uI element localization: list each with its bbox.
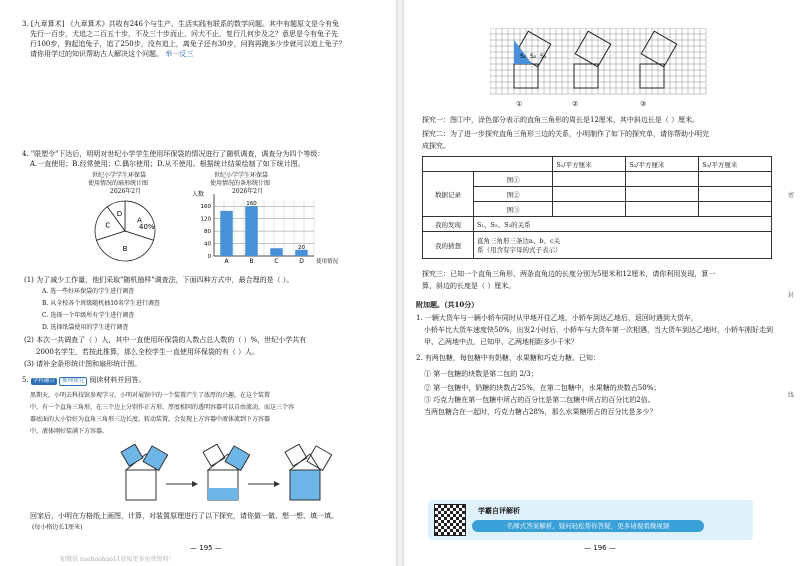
- finding-text[interactable]: S₁、S₂、S₃的关系: [474, 217, 772, 232]
- device-stage-3: [285, 444, 332, 500]
- self-check-banner[interactable]: [428, 500, 753, 540]
- side-mark-2: 封: [787, 292, 794, 299]
- p2-line-2: ① 第一包糖的块数是第二包的 2/3；: [424, 370, 538, 378]
- pie-title-3: 2026年2月: [110, 188, 142, 195]
- p1-line-3: 甲、乙两地中点，已知甲、乙两地相距多少千米？: [424, 338, 578, 346]
- group-label: 数据记录: [423, 172, 474, 217]
- p2-line-4: ③ 巧克力糖在第一包糖中所占的百分比是第二包糖中所占的百分比的2倍。: [424, 396, 655, 404]
- answer-cell[interactable]: [626, 202, 699, 217]
- page-number-right: — 196 —: [584, 544, 616, 552]
- q4-opt-a: A. 选一些好环保袋的学生进行调查: [42, 288, 135, 295]
- grid-square-group-2: [574, 31, 611, 88]
- bar-ytick: 40: [204, 241, 211, 248]
- q3-line-1: 3. [九章算术] 《九章算术》共收有246个与生产、生活实践有联系的数学问题。其中有题原文是今有兔: [22, 20, 339, 28]
- pie-label-B: B: [122, 245, 128, 253]
- grid-figure: [490, 28, 710, 112]
- answer-cell[interactable]: [553, 202, 626, 217]
- q5-line-1: 黑期天，小明去科技馆参观学习，小明对展馆中的一个装置产生了浓厚的兴趣。在这个装置: [30, 392, 271, 399]
- row-label: 图②: [474, 187, 553, 202]
- bar-title-2: 使用情况的条形统计图: [210, 180, 271, 187]
- q4-opt-c: C. 选择一个年级所有学生进行调查: [42, 312, 135, 319]
- q4-sub-2b: 2000名学生，若按此推算，那么全校学生一直使用环保袋的有（ ）人。: [36, 348, 260, 356]
- q3-line-2: 先行一百步，犬追之二百五十步，不及三十步而止，问犬不止，复行几何步及之？意思是今有兔子先: [30, 30, 338, 38]
- device-illustration: [100, 444, 360, 506]
- q5-line-2: 中，有一个直角三角形，在三个边上分别作正方形，厚度相同的透明容器可以自由流动，而这三个容: [30, 404, 295, 411]
- bar-B: [245, 206, 258, 256]
- p2-line-1: 2. 有两包糖，每包糖中有奶糖、水果糖和巧克力糖。已知：: [416, 354, 600, 362]
- q4-sub-3: (3) 请补全条形统计图和扇形统计图。: [24, 360, 142, 368]
- explore-1: 探究一：图①中，涂色部分表示的直角三角形的周长是12厘米，其中斜边长是（ ）厘米。: [422, 116, 700, 124]
- q4-opt-b: B. 从全校各个班级随机抽10名学生进行调查: [42, 300, 160, 307]
- bar-title-3: 2026年2月: [232, 188, 264, 195]
- extra-title: 附加题。（共10分）: [416, 300, 479, 309]
- right-page: [404, 0, 800, 566]
- q4-line-1: 4. "限塑令"下达后，明明对世纪小学学生使用环保袋的情况进行了随机调查，调查分为四个等级：: [22, 150, 325, 158]
- bar-ytick: 0: [207, 254, 211, 260]
- tri-label: S₁: [520, 53, 527, 60]
- pie-label-C: C: [105, 221, 111, 230]
- table-row: [423, 202, 772, 217]
- tri-label: S₂: [530, 53, 537, 60]
- bar-ytick: 120: [200, 216, 211, 223]
- header-s2: S₂/平方厘米: [626, 157, 699, 172]
- answer-cell[interactable]: [699, 172, 772, 187]
- q5-tail-1: 回家后，小明在方格纸上画图，计算，对装置原理进行了以下探究，请你做一做、想一想、填一填。: [30, 512, 338, 520]
- q4-line-2: A.一直使用；B.经常使用；C.偶尔使用；D.从不使用。根据统计结果绘制了如下统计图。: [30, 160, 305, 168]
- device-stage-1: [121, 444, 168, 500]
- answer-cell[interactable]: [553, 172, 626, 187]
- table-row: [423, 187, 772, 202]
- p1-line-2: 小轿车比大货车速度快50%，出发2小时后，小轿车与大货车第一次相遇，当大货车到达乙地时，小轿车刚好走到: [424, 326, 774, 334]
- bar-xtick: A: [224, 258, 229, 265]
- header-s3: S₃/平方厘米: [699, 157, 772, 172]
- bar-xtick: B: [249, 258, 254, 265]
- answer-cell[interactable]: [626, 187, 699, 202]
- q4-sub-2a: (2) 本次一共调查了（ ）人，其中一直使用环保袋的人数占总人数的（ ）%，世纪小学共有: [24, 336, 307, 344]
- bar-xlabel: 使用情况: [316, 259, 339, 265]
- explore-2: 探究二：为了进一步探究直角三角形三边的关系，小明制作了如下的探究单，请你帮助小明完: [422, 130, 709, 138]
- bar-title-1: 世纪小学学生环保袋: [214, 172, 269, 179]
- q3-tag[interactable]: 举一反三: [165, 50, 194, 58]
- header-s1: S₁/平方厘米: [553, 157, 626, 172]
- arrow-2: [248, 481, 280, 487]
- q5-tag-2: 推理探究: [59, 377, 87, 386]
- page-number-left: — 195 —: [190, 544, 222, 552]
- pie-label-D: D: [116, 209, 123, 218]
- answer-cell[interactable]: [699, 202, 772, 217]
- q5-line-3: 器底面的大小恰好为直角三角形三边长度。转动装置，会发现上方容器中液体流到下方容器: [30, 416, 271, 423]
- banner-title: 学霸自评解析: [478, 507, 520, 515]
- explore3-2: 算，斜边的长度是（ ）厘米。: [422, 282, 516, 290]
- explore3-1: 探究三：已知一个直角三角形，两条直角边的长度分别为5厘米和12厘米，请你利用发现，算一: [422, 270, 716, 278]
- grid-square-group-3: [640, 31, 677, 88]
- q4-opt-d: D. 选择纸袋使用的学生进行调查: [42, 324, 129, 331]
- q5-tag-1: 学科融合: [32, 378, 55, 384]
- table-row: [423, 172, 772, 187]
- table-row: [423, 217, 772, 232]
- q5-heading: 5. 学科融合 推理探究 阅读材料并回答。: [22, 376, 146, 384]
- row-label: 图③: [474, 202, 553, 217]
- guess-label: 我的猜想: [423, 232, 474, 259]
- qr-code-icon[interactable]: [434, 504, 466, 536]
- bar-chart: [190, 188, 340, 268]
- answer-cell[interactable]: [626, 172, 699, 187]
- grid-label-2: ②: [572, 100, 579, 108]
- table-header-row: [423, 157, 772, 172]
- row-label: 图①: [474, 172, 553, 187]
- pie-title-1: 世纪小学学生环保袋: [92, 172, 147, 179]
- q5-title: 阅读材料并回答。: [89, 376, 146, 384]
- bar-ytick: 160: [200, 204, 211, 211]
- p1-line-1: 1. 一辆大货车与一辆小轿车同时从甲地开往乙地，小轿车到达乙地后，返回时遇到大货车，: [416, 314, 698, 322]
- pie-annotation: 40%: [139, 223, 155, 231]
- bar-ytick: 80: [204, 229, 211, 236]
- answer-cell[interactable]: [553, 187, 626, 202]
- bar-C: [270, 248, 283, 256]
- bar-A: [220, 211, 233, 256]
- pie-chart: [85, 196, 165, 266]
- left-page: [0, 0, 396, 566]
- grid-label-3: ③: [640, 100, 647, 108]
- bar-ylabel: 人数: [192, 191, 205, 198]
- header-blank: [423, 157, 553, 172]
- table-row: [423, 232, 772, 259]
- bar-xtick: C: [274, 258, 279, 265]
- q3-line-4: 请你用学过的知识帮助古人解决这个问题。 举一反三: [30, 50, 194, 58]
- guess-cell[interactable]: 直角三角形三条边a、b、c关 系（用含有字母的式子表示）: [474, 232, 772, 259]
- exploration-table: [422, 156, 772, 259]
- side-mark-3: 线: [787, 392, 794, 399]
- device-stage-2: [203, 444, 250, 500]
- q5-line-4: 中，液体刚好装满下方容器。: [30, 428, 109, 435]
- square-hyp: [575, 31, 611, 67]
- book-gutter: [396, 0, 404, 566]
- grid-label-1: ①: [516, 100, 523, 108]
- bar-value-label: 160: [246, 201, 257, 208]
- p2-line-5: 当两包糖合在一起时，巧克力糖占28%，那么水果糖所占的百分比是多少？: [424, 408, 657, 416]
- p2-line-3: ② 第一包糖中，奶糖的块数占25%，在第二包糖中，水果糖的块数占50%；: [424, 384, 661, 392]
- tri-label: S₃: [540, 53, 547, 60]
- explore-3: 成探究。: [422, 142, 450, 150]
- finding-label: 我的发现: [423, 217, 474, 232]
- q3-line-3: 行100步，狗起追兔子，追了250步，没有追上，离兔子还有30步，问狗再跑多少步就可以追上兔子？: [30, 40, 346, 48]
- q5-tail-2: (每小格边长1厘米): [32, 524, 83, 531]
- bar-value-label: 20: [298, 244, 305, 251]
- side-mark-1: 密: [787, 192, 794, 199]
- footer-note: 加微信 xuehaohao11获取更多免费资料！: [60, 556, 175, 563]
- arrow-1: [166, 481, 198, 487]
- banner-slogan: 名师式答案解析，疑问轻松帮你答疑，更多请观看微视频: [472, 520, 704, 532]
- square-hyp: [641, 31, 677, 67]
- answer-cell[interactable]: [699, 187, 772, 202]
- pie-label-A: A: [137, 216, 142, 225]
- pie-title-2: 使用情况的扇形统计图: [88, 180, 149, 187]
- bar-xtick: D: [299, 258, 304, 265]
- q4-sub-1: (1) 为了减少工作量，他们采取"随机抽样"调查法，下面四种方式中，最合理的是（ ）。: [24, 276, 294, 284]
